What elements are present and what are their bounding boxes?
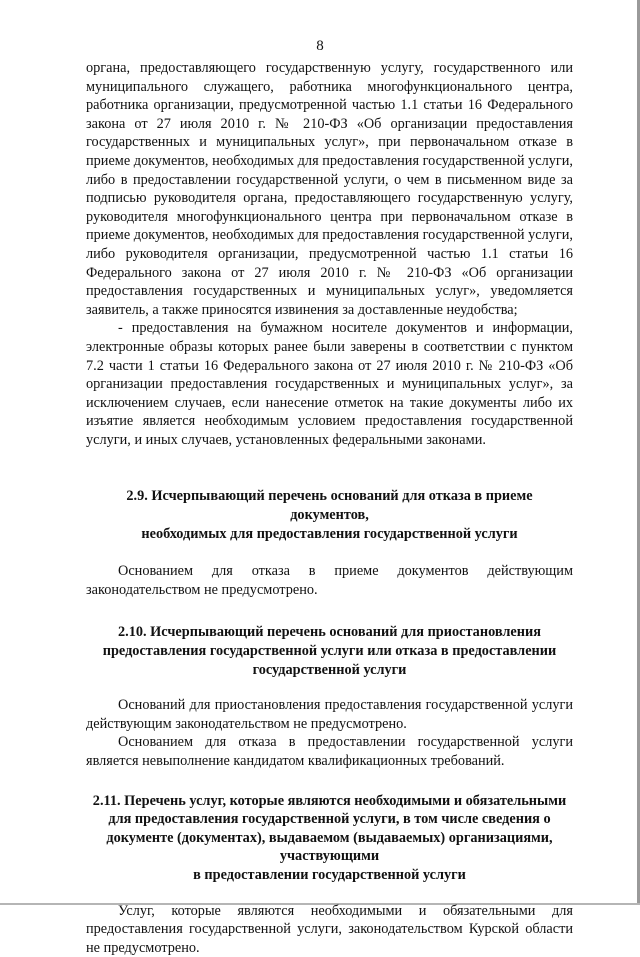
section-2-10-heading-line3: государственной услуги <box>252 661 407 678</box>
section-2-10-text-1: Оснований для приостановления предоставления государственной услуги действующим законодательством не предусмотрено. <box>86 697 573 732</box>
section-2-10-text-2: Основанием для отказа в предоставлении государственной услуги является невыполнение кандидатом квалификационных требований. <box>86 734 573 769</box>
section-2-9-heading-line2: необходимых для предоставления государственной услуги <box>141 525 518 542</box>
section-2-9-heading <box>86 487 573 543</box>
section-2-10-heading-line2: предоставления государственной услуги или отказа в предоставлении <box>102 643 557 660</box>
section-2-11-heading-line5: в предоставлении государственной услуги <box>193 866 466 883</box>
page-number: 8 <box>316 38 324 54</box>
document-body <box>86 59 573 957</box>
section-2-11-text: Услуг, которые являются необходимыми и обязательными для предоставления государственной услуги, законодательством Курской области не предусмотрено. <box>86 902 573 956</box>
intro-paragraph-bullet: - предоставления на бумажном носителе документов и информации, электронные образы которых ранее были заверены в соответствии с пунктом 7.2 части 1 статьи 16 Федерального закона от 27 июля 2010 г. № 210-ФЗ «Об организации предоставления государственных и муниципальных услуг», за исключением случаев, если нанесение отметок на такие документы либо их изъятие является необходимым условием предоставления государственной услуги, и иных случаев, установленных федеральными законами. <box>86 320 573 448</box>
section-2-11-heading <box>86 792 573 885</box>
section-2-9-heading-line1: 2.9. Исчерпывающий перечень оснований для отказа в приеме документов, <box>126 488 533 524</box>
section-2-11-heading-line3: документе (документах), выдаваемом (выдаваемых) организациями, <box>106 829 553 846</box>
intro-paragraph-continued: органа, предоставляющего государственную услугу, государственного или муниципального служащего, работника многофункционального центра, работника организации, предусмотренной частью 1.1 статьи 16 Федерального закона от 27 июля 2010 г. № 210-ФЗ «Об организации предоставления государственных и муниципальных услуг», при первоначальном отказе в приеме документов, необходимых для предоставления государственной услуги, либо в предоставлении государственной услуги, о чем в письменном виде за подписью руководителя органа, предоставляющего государственную услугу, руководителя многофункционального центра при первоначальном отказе в приеме документов, необходимых для предоставления государственной услуги, либо руководителя организации, предусмотренной частью 1.1 статьи 16 Федерального закона от 27 июля 2010 г. № 210-ФЗ «Об организации предоставления государственных и муниципальных услуг», уведомляется заявитель, а также приносятся извинения за доставленные неудобства; <box>86 60 573 318</box>
section-2-9-text: Основанием для отказа в приеме документов действующим законодательством не предусмотрено. <box>86 563 573 598</box>
section-2-10-heading-line1: 2.10. Исчерпывающий перечень оснований для приостановления <box>118 624 541 641</box>
section-2-11-heading-line1: 2.11. Перечень услуг, которые являются необходимыми и обязательными <box>92 792 567 809</box>
section-2-11-heading-line4: участвующими <box>279 848 380 865</box>
section-2-11-heading-line2: для предоставления государственной услуги, в том числе сведения о <box>108 811 551 828</box>
section-2-10-heading <box>86 623 573 679</box>
